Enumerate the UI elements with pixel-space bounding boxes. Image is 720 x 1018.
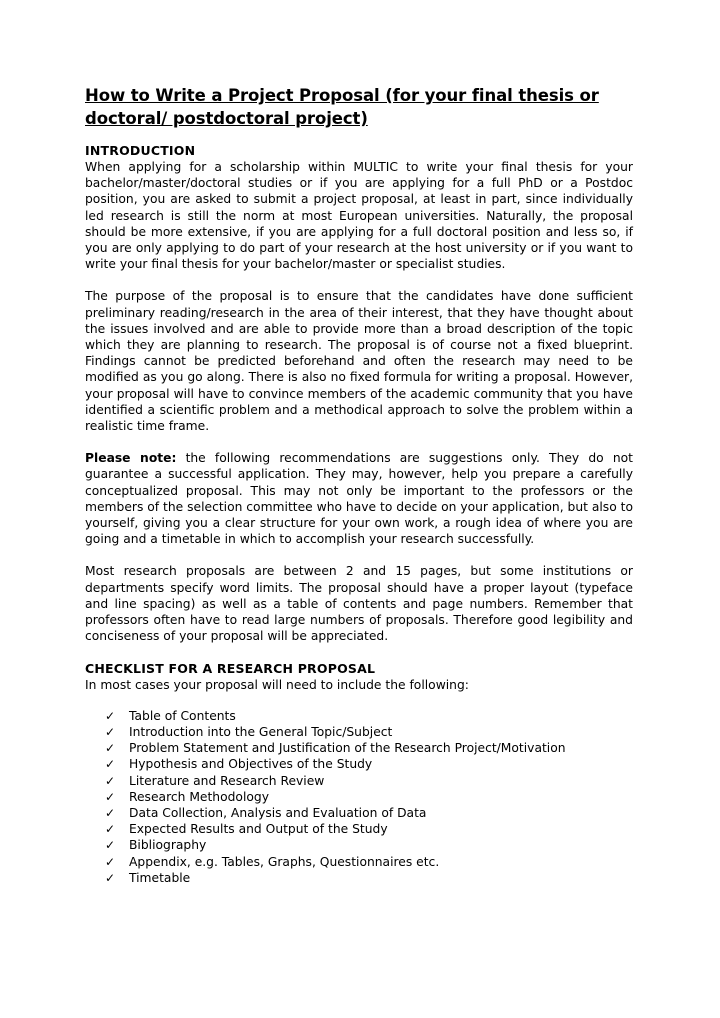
checklist-item-label: Research Methodology bbox=[129, 789, 269, 804]
checklist-item bbox=[105, 870, 633, 886]
title-line-2: doctoral/ postdoctoral project) bbox=[85, 109, 368, 128]
introduction-heading: INTRODUCTION bbox=[85, 143, 196, 158]
checklist-item bbox=[105, 708, 633, 724]
please-note-label: Please note: bbox=[85, 451, 177, 466]
checkmark-icon: ✓ bbox=[105, 789, 116, 804]
checkmark-icon: ✓ bbox=[105, 708, 116, 723]
checkmark-icon: ✓ bbox=[105, 805, 116, 820]
checklist-item bbox=[105, 740, 633, 756]
checklist-item-label: Timetable bbox=[129, 870, 191, 885]
please-note-paragraph bbox=[85, 450, 633, 547]
checklist-item bbox=[105, 854, 633, 870]
checklist-item bbox=[105, 837, 633, 853]
checklist-item-label: Introduction into the General Topic/Subject bbox=[129, 724, 393, 739]
checklist-item-label: Bibliography bbox=[129, 838, 207, 853]
checklist-item-label: Appendix, e.g. Tables, Graphs, Questionnaires etc. bbox=[129, 854, 440, 869]
checkmark-icon: ✓ bbox=[105, 741, 116, 756]
introduction-paragraph-1: When applying for a scholarship within MULTIC to write your final thesis for your bachelor/master/doctoral studies or if you are applying for a full PhD or a Postdoc position, you are asked to submit a project proposal, at least in part, since individually led research is still the norm at most European universities. Naturally, the proposal should be more extensive, if you are applying for a full doctoral position and less so, if you are only applying to do part of your research at the host university or if you want to write your final thesis for your bachelor/master or specialist studies. bbox=[85, 160, 633, 272]
introduction-paragraph-4: Most research proposals are between 2 and 15 pages, but some institutions or departments specify word limits. The proposal should have a proper layout (typeface and line spacing) as well as a table of contents and page numbers. Remember that professors often have to read large numbers of proposals. Therefore good legibility and conciseness of your proposal will be appreciated. bbox=[85, 564, 633, 644]
checklist-item-label: Problem Statement and Justification of the Research Project/Motivation bbox=[129, 741, 566, 756]
checklist-item-label: Hypothesis and Objectives of the Study bbox=[129, 757, 373, 772]
checkmark-icon: ✓ bbox=[105, 854, 116, 869]
document-title bbox=[85, 84, 633, 130]
please-note-text: the following recommendations are suggestions only. They do not guarantee a successful application. They may, however, help you prepare a carefully conceptualized proposal. This may not only be important to the professors or the members of the selection committee who have to decide on your application, but also to yourself, giving you a clear structure for your own work, a rough idea of where you are going and a timetable in which to accomplish your research successfully. bbox=[85, 451, 633, 547]
checkmark-icon: ✓ bbox=[105, 773, 116, 788]
checkmark-icon: ✓ bbox=[105, 870, 116, 885]
checklist-item-label: Table of Contents bbox=[129, 708, 236, 723]
checkmark-icon: ✓ bbox=[105, 822, 116, 837]
checklist-item-label: Data Collection, Analysis and Evaluation of Data bbox=[129, 805, 427, 820]
document-page bbox=[85, 84, 633, 886]
checklist-intro: In most cases your proposal will need to include the following: bbox=[85, 678, 469, 693]
checklist-item bbox=[105, 805, 633, 821]
checklist-heading: CHECKLIST FOR A RESEARCH PROPOSAL bbox=[85, 661, 376, 677]
introduction-paragraph-2: The purpose of the proposal is to ensure that the candidates have done sufficient preliminary reading/research in the area of their interest, that they have thought about the issues involved and are able to provide more than a broad description of the topic which they are planning to research. The proposal is of course not a fixed blueprint. Findings cannot be predicted beforehand and often the research may need to be modified as you go along. There is also no fixed formula for writing a proposal. However, your proposal will have to convince members of the academic community that you have identified a scientific problem and a methodical approach to solve the problem within a realistic time frame. bbox=[85, 289, 633, 434]
checklist-item-label: Literature and Research Review bbox=[129, 773, 325, 788]
checklist-item-label: Expected Results and Output of the Study bbox=[129, 822, 388, 837]
checklist-item bbox=[105, 821, 633, 837]
checkmark-icon: ✓ bbox=[105, 757, 116, 772]
checklist-item bbox=[105, 756, 633, 772]
checklist bbox=[85, 708, 633, 886]
checkmark-icon: ✓ bbox=[105, 724, 116, 739]
checkmark-icon: ✓ bbox=[105, 838, 116, 853]
checklist-item bbox=[105, 724, 633, 740]
title-line-1: How to Write a Project Proposal (for your final thesis or bbox=[85, 86, 599, 105]
checklist-item bbox=[105, 773, 633, 789]
checklist-item bbox=[105, 789, 633, 805]
